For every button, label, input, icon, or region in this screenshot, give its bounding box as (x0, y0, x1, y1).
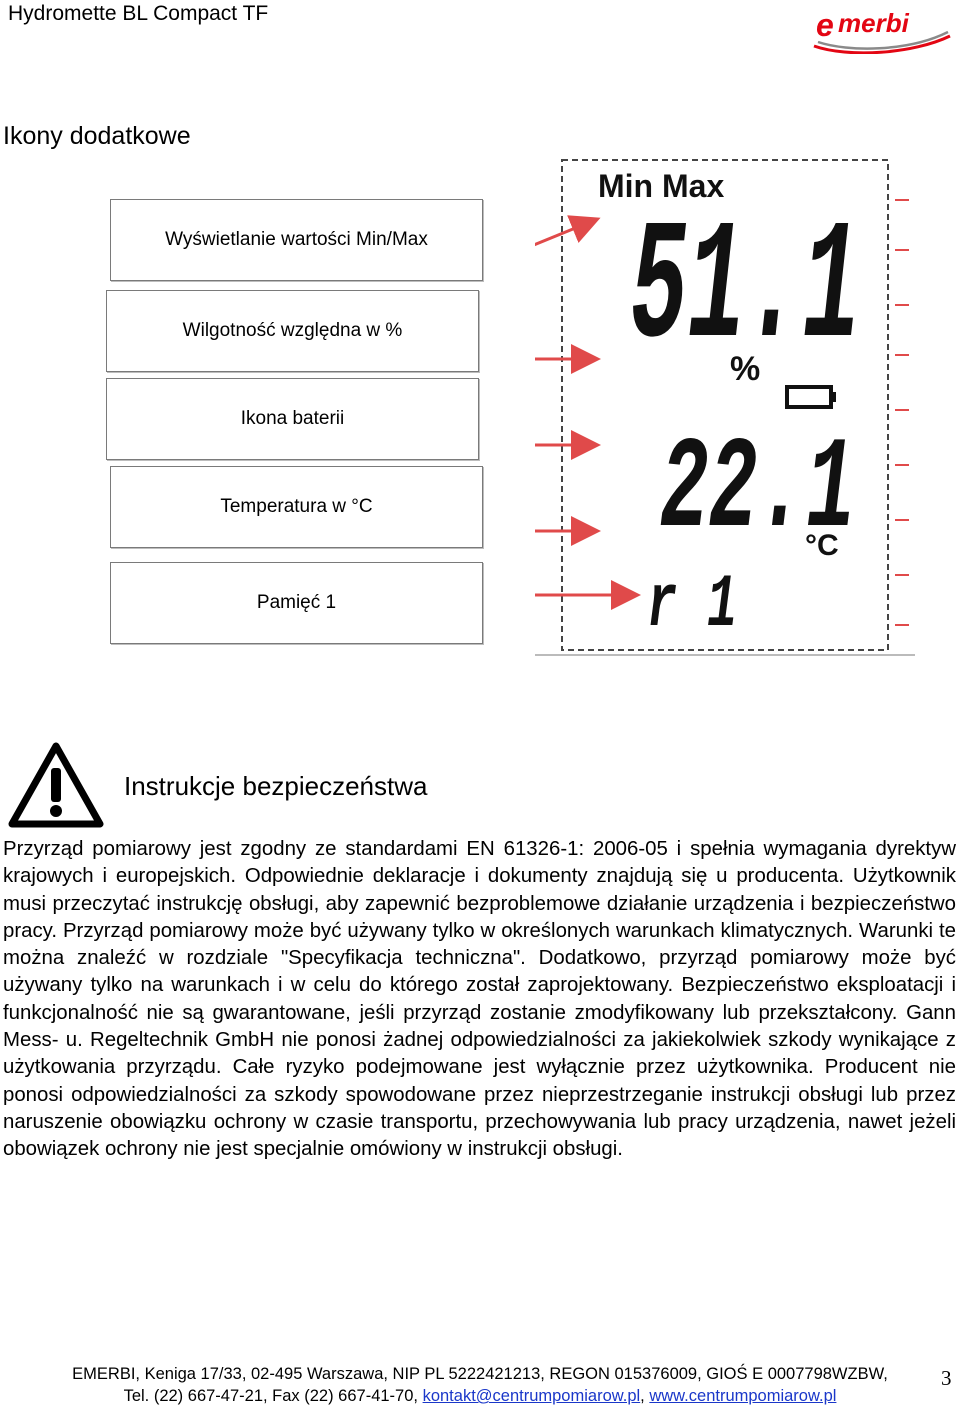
lcd-battery-icon (787, 387, 836, 407)
svg-text:merbi: merbi (838, 8, 909, 38)
footer-email-link[interactable]: kontakt@centrumpomiarow.pl (422, 1387, 641, 1405)
svg-text:e: e (816, 7, 834, 43)
label-temperature: Temperatura w °C (110, 466, 483, 548)
label-battery: Ikona baterii (106, 378, 479, 460)
safety-paragraph: Przyrząd pomiarowy jest zgodny ze standardami EN 61326-1: 2006-05 i spełnia wymagania dyrektyw krajowych i europejskich. Odpowiednie deklaracje i dokumenty znajdują się u producenta. Użytkownik musi przeczytać instrukcję obsługi, aby zapewnić bezproblemowe działanie urządzenia i bezpieczeństwo pracy. Przyrząd pomiarowy może być używany tylko w określonych warunkach klimatycznych. Warunki te można znaleźć w rozdziale "Specyfikacja techniczna". Dodatkowo, przyrząd pomiarowy może być używany tylko na warunkach i w celu do którego został zaprojektowany. Bezpieczeństwo eksploatacji i funkcjonalność nie są gwarantowane, jeśli przyrząd zostanie zmodyfikowany lub przekształcony. Gann Mess- u. Regeltechnik GmbH nie ponosi żadnej odpowiedzialności za jakiekolwiek szkody wynikające z użytkowania przyrządu. Całe ryzyko podejmowane jest wyłącznie przez użytkownika. Producent nie ponosi odpowiedzialności za szkody spowodowane przez nieprzestrzeganie instrukcji obsługi lub przez naruszenie obowiązku ochrony w czasie transportu, przechowywania lub pracy urządzenia, nawet jeżeli obowiązek ochrony nie jest specjalnie omówiony w instrukcji obsługi. (3, 838, 956, 1161)
lcd-temperature-value: 22.1 (660, 418, 855, 565)
lcd-memory-icon: r 1 (647, 563, 737, 648)
lcd-display-illustration (535, 155, 915, 660)
footer-website-link[interactable]: www.centrumpomiarow.pl (649, 1387, 837, 1405)
lcd-percent-icon: % (730, 350, 761, 388)
section-title-additional-icons: Ikony dodatkowe (3, 122, 191, 150)
footer-address-line: EMERBI, Keniga 17/33, 02-495 Warszawa, NIP PL 5222421213, REGON 015376009, GIOŚ E 0007798WZBW, (72, 1365, 888, 1383)
warning-triangle-icon (8, 742, 104, 828)
lcd-humidity-value: 51.1 (630, 194, 860, 387)
label-humidity: Wilgotność względna w % (106, 290, 479, 372)
emerbi-logo (808, 2, 953, 54)
safety-title: Instrukcje bezpieczeństwa (124, 771, 428, 801)
label-minmax: Wyświetlanie wartości Min/Max (110, 199, 483, 281)
lcd-minmax-icon: Min Max (598, 168, 725, 204)
footer-phone-fax: Tel. (22) 667-47-21, Fax (22) 667-41-70, (123, 1387, 423, 1405)
footer-separator: , (640, 1387, 650, 1405)
page-number: 3 (941, 1366, 952, 1390)
footer (0, 1363, 960, 1407)
lcd-celsius-icon: °C (805, 529, 839, 562)
label-memory: Pamięć 1 (110, 562, 483, 644)
footer-contact-line (0, 1385, 960, 1407)
document-title: Hydromette BL Compact TF (8, 2, 269, 25)
